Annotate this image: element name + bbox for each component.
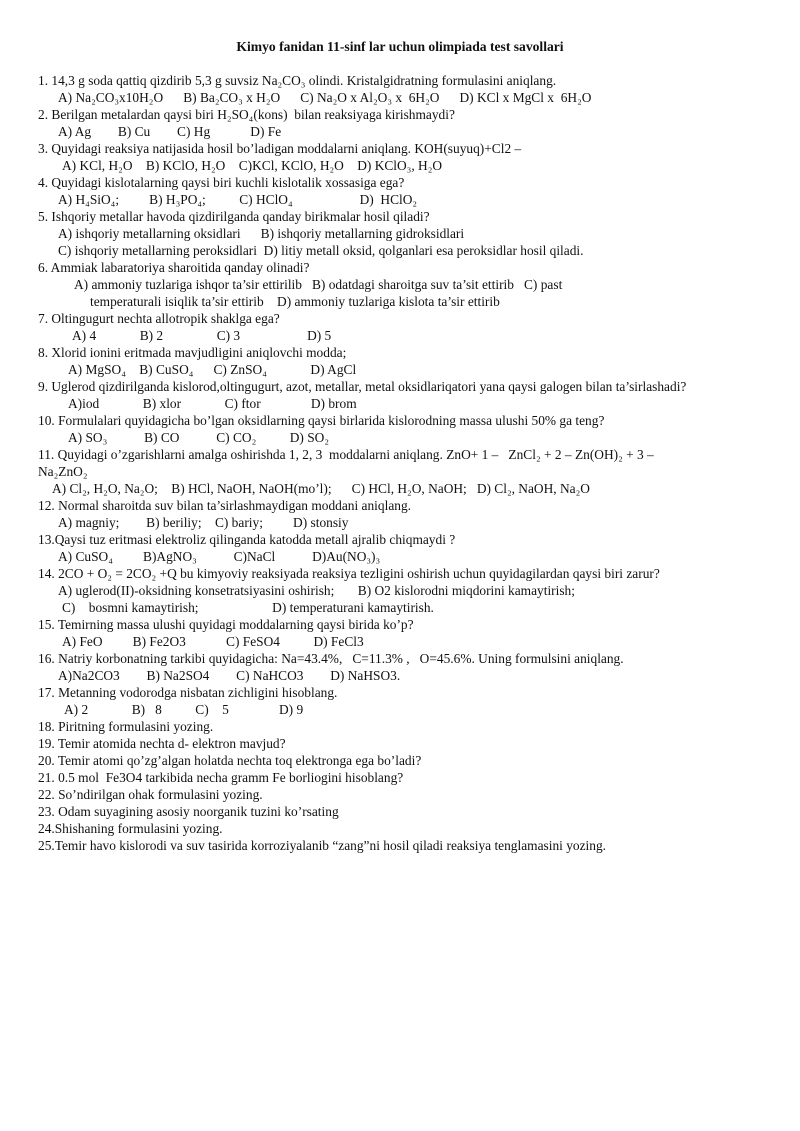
question-16: 16. Natriy korbonatning tarkibi quyidagicha: Na=43.4%, C=11.3% , O=45.6%. Uning formulsini aniqlang. [38, 651, 624, 666]
question-15-options: A) FeO B) Fe2O3 C) FeSO4 D) FeCl3 [62, 634, 364, 649]
question-8: 8. Xlorid ionini eritmada mavjudligini aniqlovchi modda; [38, 345, 347, 360]
question-13: 13.Qaysi tuz eritmasi elektroliz qilinganda katodda metall ajralib chiqmaydi ? [38, 532, 456, 547]
question-10-options: A) SO₃ B) CO C) CO₂ D) SO₂ [68, 430, 329, 445]
question-19: 19. Temir atomida nechta d- elektron mavjud? [38, 736, 286, 751]
question-11: 11. Quyidagi o’zgarishlarni amalga oshirishda 1, 2, 3 moddalarni aniqlang. ZnO+ 1 – ZnCl₂ + 2 – Zn(OH)₂ + 3 – [38, 447, 654, 462]
question-14-options-ab: A) uglerod(II)-oksidning konsetratsiyasini oshirish; B) O2 kislorodni miqdorini kamaytirish; [58, 583, 575, 598]
question-13-options: A) CuSO₄ B)AgNO₃ C)NaCl D)Au(NO₃)₃ [58, 549, 381, 564]
question-12: 12. Normal sharoitda suv bilan ta’sirlashmaydigan moddani aniqlang. [38, 498, 412, 513]
question-11-cont: Na₂ZnO₂ [38, 464, 88, 479]
document-title: Kimyo fanidan 11-sinf lar uchun olimpiada test savollari [236, 39, 564, 54]
question-21: 21. 0.5 mol Fe3O4 tarkibida necha gramm Fe borliogini hisoblang? [38, 770, 404, 785]
question-3-options: A) KCl, H₂O B) KClO, H₂O C)KCl, KClO, H₂O D) KClO₃, H₂O [62, 158, 443, 173]
question-3: 3. Quyidagi reaksiya natijasida hosil bo’ladigan moddalarni aniqlang. KOH(suyuq)+Cl2 – [38, 141, 522, 156]
question-17-options: A) 2 B) 8 C) 5 D) 9 [64, 702, 304, 717]
question-6-options-a: A) ammoniy tuzlariga ishqor ta’sir ettirilib B) odatdagi sharoitga suv ta’sit ettirib C) past [74, 277, 563, 292]
question-7: 7. Oltingugurt nechta allotropik shaklga ega? [38, 311, 280, 326]
question-10: 10. Formulalari quyidagicha bo’lgan oksidlarning qaysi birlarida kislorodning massa ulushi 50% ga teng? [38, 413, 605, 428]
question-14-options-cd: C) bosmni kamaytirish; D) temperaturani kamaytirish. [62, 600, 434, 615]
question-25: 25.Temir havo kislorodi va suv tasirida korroziyalanib “zang”ni hosil qiladi reaksiya tenglamasini yozing. [38, 838, 607, 853]
question-5: 5. Ishqoriy metallar havoda qizdirilganda qanday birikmalar hosil qiladi? [38, 209, 430, 224]
question-2-options: A) Ag B) Cu C) Hg D) Fe [58, 124, 282, 139]
question-8-options: A) MgSO₄ B) CuSO₄ C) ZnSO₄ D) AgCl [68, 362, 357, 377]
question-23: 23. Odam suyagining asosiy noorganik tuzini ko’rsating [38, 804, 339, 819]
question-22: 22. So’ndirilgan ohak formulasini yozing. [38, 787, 263, 802]
question-20: 20. Temir atomi qo’zg’algan holatda nechta toq elektronga ega bo’ladi? [38, 753, 422, 768]
question-4-options: A) H₄SiO₄; B) H₃PO₄; C) HClO₄ D) HClO₂ [58, 192, 418, 207]
question-9-options: A)iod B) xlor C) ftor D) brom [68, 396, 357, 411]
question-6-options-b: temperaturali isiqlik ta’sir ettirib D) ammoniy tuzlariga kislota ta’sir ettirib [90, 294, 500, 309]
question-5-options-ab: A) ishqoriy metallarning oksidlari B) ishqoriy metallarning gidroksidlari [58, 226, 465, 241]
question-17: 17. Metanning vodorodga nisbatan zichligini hisoblang. [38, 685, 338, 700]
question-15: 15. Temirning massa ulushi quyidagi moddalarning qaysi birida ko’p? [38, 617, 414, 632]
question-4: 4. Quyidagi kislotalarning qaysi biri kuchli kislotalik xossasiga ega? [38, 175, 405, 190]
question-24: 24.Shishaning formulasini yozing. [38, 821, 223, 836]
question-14: 14. 2CO + O₂ = 2CO₂ +Q bu kimyoviy reaksiyada reaksiya tezligini oshirish uchun quyidagilardan qaysi biri zarur? [38, 566, 660, 581]
question-12-options: A) magniy; B) beriliy; C) bariy; D) stonsiy [58, 515, 349, 530]
question-1: 1. 14,3 g soda qattiq qizdirib 5,3 g suvsiz Na₂CO₃ olindi. Kristalgidratning formulasini aniqlang. [38, 73, 557, 88]
question-1-options: A) Na₂CO₃x10H₂O B) Ba₂CO₃ x H₂O C) Na₂O x Al₂O₃ x 6H₂O D) KCl x MgCl x 6H₂O [58, 90, 592, 105]
question-6: 6. Ammiak labaratoriya sharoitida qanday olinadi? [38, 260, 310, 275]
question-5-options-cd: C) ishqoriy metallarning peroksidlari D) litiy metall oksid, qolganlari esa peroksidlar hosil qiladi. [58, 243, 584, 258]
question-2: 2. Berilgan metalardan qaysi biri H₂SO₄(kons) bilan reaksiyaga kirishmaydi? [38, 107, 455, 122]
question-9: 9. Uglerod qizdirilganda kislorod,oltingugurt, azot, metallar, metal oksidlariqatori yana qaysi galogen bilan ta’sirlashadi? [38, 379, 687, 394]
question-7-options: A) 4 B) 2 C) 3 D) 5 [72, 328, 332, 343]
question-16-options: A)Na2CO3 B) Na2SO4 C) NaHCO3 D) NaHSO3. [58, 668, 401, 683]
question-11-options: A) Cl₂, H₂O, Na₂O; B) HCl, NaOH, NaOH(mo’l); C) HCl, H₂O, NaOH; D) Cl₂, NaOH, Na₂O [52, 481, 590, 496]
question-18: 18. Piritning formulasini yozing. [38, 719, 214, 734]
